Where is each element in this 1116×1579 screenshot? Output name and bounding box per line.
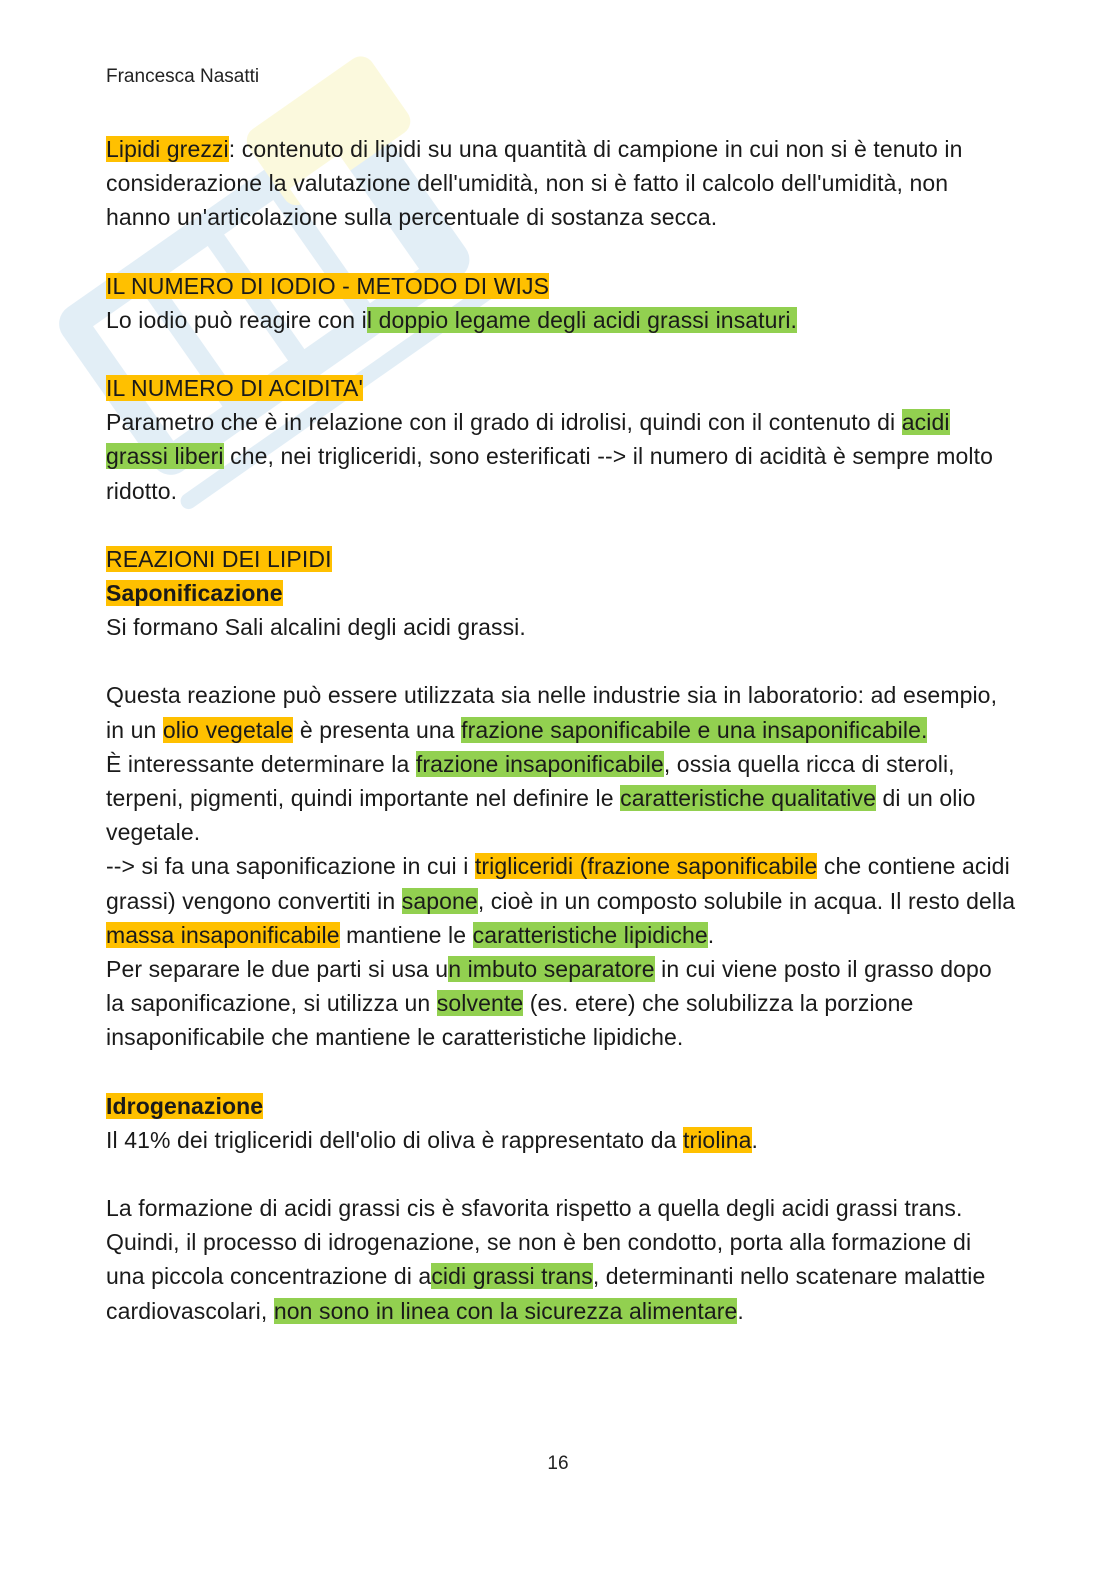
paragraph-text: : contenuto di lipidi su una quantità di campione in cui non si è tenuto in considerazione la valutazione dell'umidità, non si è fatto il calcolo dell'umidità, non hanno un'articolazione sulla percentuale di sostanza secca. — [106, 136, 963, 231]
paragraph-triolina: Il 41% dei trigliceridi dell'olio di oliva è rappresentato da triolina. — [106, 1126, 759, 1153]
paragraph-acidita: Parametro che è in relazione con il grado di idrolisi, quindi con il contenuto di acidi grassi liberi che, nei trigliceridi, sono esterificati --> il numero di acidità è sempre molto ridotto. — [106, 409, 993, 504]
highlight-green: caratteristiche lipidiche — [472, 921, 708, 948]
section-title-acidita: IL NUMERO DI ACIDITA' — [106, 375, 363, 402]
subtitle-idrogenazione: Idrogenazione — [106, 1092, 264, 1119]
paragraph-separazione: Per separare le due parti si usa un imbuto separatore in cui viene posto il grasso dopo la saponificazione, si utilizza un solvente (es. etere) che solubilizza la porzione insaponificabile che mantiene le caratteristiche lipidiche. — [106, 956, 992, 1051]
page-number: 16 — [547, 1453, 569, 1474]
highlight-term: Lipidi grezzi — [106, 136, 229, 162]
page-header-author: Francesca Nasatti — [106, 66, 260, 87]
paragraph-frazione: È interessante determinare la frazione insaponificabile, ossia quella ricca di steroli, terpeni, pigmenti, quindi importante nel definire le caratteristiche qualitative di un olio vegetale. — [106, 750, 976, 846]
section-title-reazioni: REAZIONI DEI LIPIDI — [106, 545, 332, 572]
highlight-green: frazione saponificabile e una insaponificabile. — [461, 716, 928, 743]
highlight-green: acidi grassi liberi — [106, 409, 950, 470]
highlight-green: solvente — [436, 990, 524, 1017]
highlight-green: frazione insaponificabile — [415, 750, 664, 777]
highlight-yellow: trigliceridi (frazione saponificabile — [474, 853, 818, 880]
paragraph-reazione: Questa reazione può essere utilizzata sia nelle industrie sia in laboratorio: ad esempio, in un olio vegetale è presenta una frazione saponificabile e una insaponificabile. — [106, 682, 998, 743]
highlight-yellow: olio vegetale — [162, 716, 294, 743]
paragraph-saponificazione-steps: --> si fa una saponificazione in cui i trigliceridi (frazione saponificabile che contiene acidi grassi) vengono convertiti in sapone, cioè in un composto solubile in acqua. Il resto della massa insaponificabile mantiene le caratteristiche lipidiche. — [106, 853, 1016, 948]
paragraph-iodio: Lo iodio può reagire con il doppio legame degli acidi grassi insaturi. — [106, 306, 798, 333]
highlight-green: caratteristiche qualitative — [620, 785, 876, 812]
section-title-iodio: IL NUMERO DI IODIO - METODO DI WIJS — [106, 272, 550, 299]
highlight-green: non sono in linea con la sicurezza alimentare — [273, 1297, 738, 1324]
highlight-green: cidi grassi trans — [431, 1263, 593, 1290]
highlight-green: sapone — [401, 887, 478, 914]
highlight-green: n imbuto separatore — [448, 956, 655, 983]
highlight-yellow: massa insaponificabile — [106, 921, 340, 948]
highlight-green: l doppio legame degli acidi grassi insaturi. — [366, 306, 798, 333]
document-body — [106, 132, 1016, 1328]
paragraph-sali: Si formano Sali alcalini degli acidi grassi. — [106, 614, 526, 641]
subtitle-saponificazione: Saponificazione — [106, 580, 283, 607]
paragraph-acidi-trans: La formazione di acidi grassi cis è sfavorita rispetto a quella degli acidi grassi trans. Quindi, il processo di idrogenazione, se non è ben condotto, porta alla formazione di una piccola concentrazione di acidi grassi trans, determinanti nello scatenare malattie cardiovascolari, non sono in linea con la sicurezza alimentare. — [106, 1195, 986, 1324]
highlight-yellow: triolina — [682, 1126, 752, 1153]
paragraph-lipidi-grezzi — [106, 132, 1016, 235]
